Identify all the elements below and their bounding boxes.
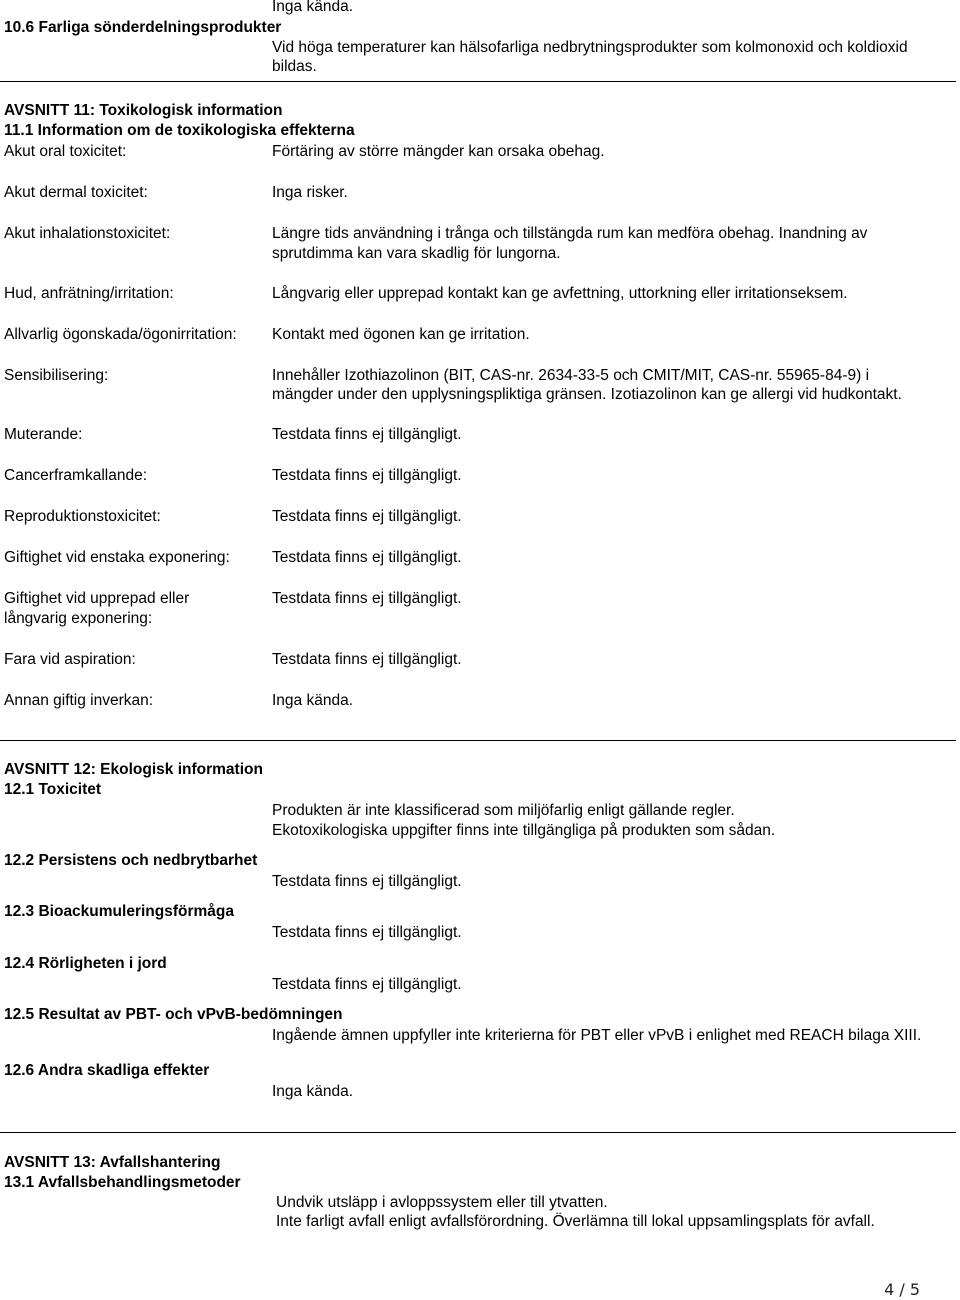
- value-enstaka-exponering: Testdata finns ej tillgängligt.: [272, 549, 462, 566]
- label-muterande: Muterande:: [4, 426, 83, 443]
- label-aspiration: Fara vid aspiration:: [4, 651, 136, 668]
- heading-12-3: 12.3 Bioackumuleringsförmåga: [4, 903, 234, 920]
- text-13-1-line2: Inte farligt avfall enligt avfallsförordning. Överlämna till lokal uppsamlingsplats för avfall.: [276, 1213, 875, 1230]
- value-akut-oral: Förtäring av större mängder kan orsaka obehag.: [272, 143, 605, 160]
- text-12-4: Testdata finns ej tillgängligt.: [272, 976, 462, 993]
- label-akut-dermal: Akut dermal toxicitet:: [4, 184, 148, 201]
- value-akut-inhalation-line2: sprutdimma kan vara skadlig för lungorna.: [272, 245, 561, 262]
- heading-11-1: 11.1 Information om de toxikologiska effekterna: [4, 122, 355, 139]
- value-upprepad-exponering: Testdata finns ej tillgängligt.: [272, 590, 462, 607]
- value-reproduktion: Testdata finns ej tillgängligt.: [272, 508, 462, 525]
- label-reproduktion: Reproduktionstoxicitet:: [4, 508, 161, 525]
- section-divider: [0, 740, 956, 741]
- heading-12-4: 12.4 Rörligheten i jord: [4, 955, 167, 972]
- heading-12-1: 12.1 Toxicitet: [4, 781, 102, 798]
- text-13-1-line1: Undvik utsläpp i avloppssystem eller till ytvatten.: [276, 1194, 608, 1211]
- heading-10-6: 10.6 Farliga sönderdelningsprodukter: [4, 19, 282, 36]
- value-akut-dermal: Inga risker.: [272, 184, 348, 201]
- label-upprepad-exponering-line2: långvarig exponering:: [4, 610, 153, 627]
- section-11-heading: AVSNITT 11: Toxikologisk information: [4, 102, 283, 119]
- value-hud: Långvarig eller upprepad kontakt kan ge avfettning, uttorkning eller irritationseksem.: [272, 285, 848, 302]
- label-akut-inhalation: Akut inhalationstoxicitet:: [4, 225, 171, 242]
- text-10-6-line2: bildas.: [272, 58, 317, 75]
- label-cancerframkallande: Cancerframkallande:: [4, 467, 148, 484]
- value-ogonskada: Kontakt med ögonen kan ge irritation.: [272, 326, 530, 343]
- value-aspiration: Testdata finns ej tillgängligt.: [272, 651, 462, 668]
- sec10-top-value: Inga kända.: [272, 0, 354, 15]
- text-12-1-line2: Ekotoxikologiska uppgifter finns inte tillgängliga på produkten som sådan.: [272, 822, 776, 839]
- label-sensibilisering: Sensibilisering:: [4, 367, 109, 384]
- page-number: 4 / 5: [884, 1280, 920, 1299]
- label-enstaka-exponering: Giftighet vid enstaka exponering:: [4, 549, 230, 566]
- section-divider: [0, 81, 956, 82]
- text-12-6: Inga kända.: [272, 1083, 354, 1100]
- value-sensibilisering: Innehåller Izothiazolinon (BIT, CAS-nr. 2634-33-5 och CMIT/MIT, CAS-nr. 55965-84-9) i: [272, 367, 870, 384]
- heading-13-1: 13.1 Avfallsbehandlingsmetoder: [4, 1174, 241, 1191]
- text-12-5: Ingående ämnen uppfyller inte kriterierna för PBT eller vPvB i enlighet med REACH bilaga XIII.: [272, 1027, 922, 1044]
- heading-12-5: 12.5 Resultat av PBT- och vPvB-bedömningen: [4, 1006, 343, 1023]
- label-upprepad-exponering: Giftighet vid upprepad eller: [4, 590, 190, 607]
- value-akut-inhalation: Längre tids användning i trånga och tillstängda rum kan medföra obehag. Inandning av: [272, 225, 868, 242]
- heading-12-2: 12.2 Persistens och nedbrytbarhet: [4, 852, 258, 869]
- label-akut-oral: Akut oral toxicitet:: [4, 143, 127, 160]
- value-sensibilisering-line2: mängder under den upplysningspliktiga gränsen. Izotiazolinon kan ge allergi vid hudkontakt.: [272, 386, 902, 403]
- section-13-heading: AVSNITT 13: Avfallshantering: [4, 1154, 221, 1171]
- section-12-heading: AVSNITT 12: Ekologisk information: [4, 761, 263, 778]
- label-annan-giftig: Annan giftig inverkan:: [4, 692, 154, 709]
- text-12-3: Testdata finns ej tillgängligt.: [272, 924, 462, 941]
- text-10-6-line1: Vid höga temperaturer kan hälsofarliga nedbrytningsprodukter som kolmonoxid och koldioxid: [272, 39, 908, 56]
- value-cancerframkallande: Testdata finns ej tillgängligt.: [272, 467, 462, 484]
- label-hud: Hud, anfrätning/irritation:: [4, 285, 174, 302]
- section-divider: [0, 1132, 956, 1133]
- heading-12-6: 12.6 Andra skadliga effekter: [4, 1062, 210, 1079]
- text-12-1-line1: Produkten är inte klassificerad som miljöfarlig enligt gällande regler.: [272, 802, 735, 819]
- text-12-2: Testdata finns ej tillgängligt.: [272, 873, 462, 890]
- value-annan-giftig: Inga kända.: [272, 692, 354, 709]
- label-ogonskada: Allvarlig ögonskada/ögonirritation:: [4, 326, 237, 343]
- value-muterande: Testdata finns ej tillgängligt.: [272, 426, 462, 443]
